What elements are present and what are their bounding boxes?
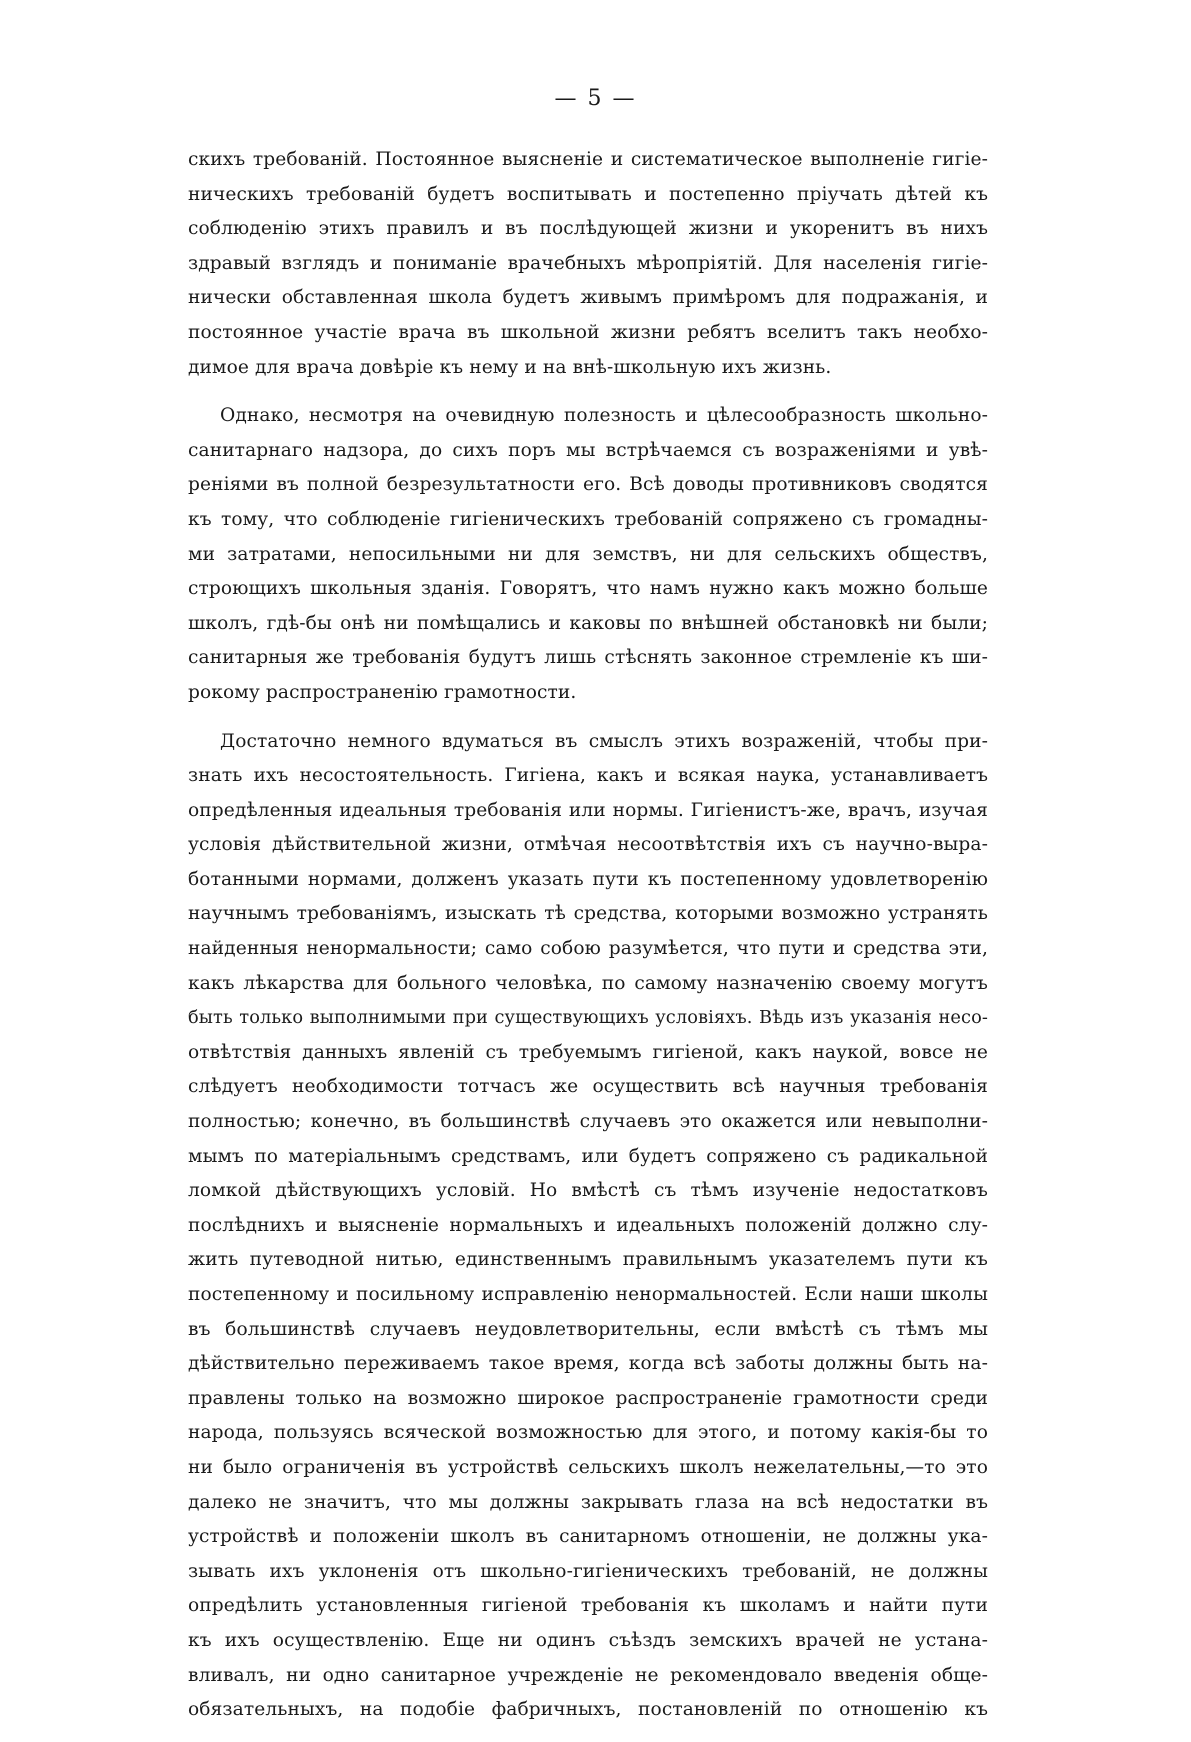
text-line: нически обставленная школа будетъ живымъ примѣромъ для подражанія, и bbox=[188, 287, 988, 309]
text-line: жить путеводной нитью, единственнымъ правильнымъ указателемъ пути къ bbox=[188, 1249, 988, 1271]
text-line: мымъ по матеріальнымъ средствамъ, или будетъ сопряжено съ радикальной bbox=[188, 1145, 988, 1167]
text-line: найденныя ненормальности; само собою разумѣется, что пути и средства эти, bbox=[188, 938, 988, 960]
text-line: полностью; конечно, въ большинствѣ случаевъ это окажется или невыполни- bbox=[188, 1111, 988, 1133]
text-line: зывать ихъ уклоненія отъ школьно-гигіеническихъ требованій, не должны bbox=[188, 1560, 988, 1582]
text-line: далеко не значитъ, что мы должны закрывать глаза на всѣ недостатки въ bbox=[188, 1491, 988, 1513]
text-line: вливалъ, ни одно санитарное учрежденіе не рекомендовало введенія обще- bbox=[188, 1664, 988, 1686]
text-line: народа, пользуясь всяческой возможностью для этого, и потому какія-бы то bbox=[188, 1422, 988, 1444]
text-line: дѣйствительно переживаемъ такое время, когда всѣ заботы должны быть на- bbox=[188, 1353, 988, 1375]
text-line: ническихъ требованій будетъ воспитывать и постепенно пріучать дѣтей къ bbox=[188, 183, 988, 205]
text-line: школъ, гдѣ-бы онѣ ни помѣщались и каковы по внѣшней обстановкѣ ни были; bbox=[188, 612, 988, 634]
text-line: опредѣлить установленныя гигіеной требованія къ школамъ и найти пути bbox=[188, 1595, 988, 1617]
text-line: ми затратами, непосильными ни для земствъ, ни для сельскихъ обществъ, bbox=[188, 543, 988, 565]
text-line: строющихъ школьныя зданія. Говорятъ, что намъ нужно какъ можно больше bbox=[188, 578, 988, 600]
text-line: рокому распространенію грамотности. bbox=[188, 681, 577, 703]
text-line: въ большинствѣ случаевъ неудовлетворительны, если вмѣстѣ съ тѣмъ мы bbox=[188, 1318, 988, 1340]
text-line: какъ лѣкарства для больного человѣка, по самому назначенію своему могутъ bbox=[188, 972, 988, 994]
text-line: условія дѣйствительной жизни, отмѣчая несоотвѣтствія ихъ съ научно-выра- bbox=[188, 834, 988, 856]
text-line: санитарныя же требованія будутъ лишь стѣснять законное стремленіе къ ши- bbox=[188, 647, 988, 669]
page-number: — 5 — bbox=[554, 86, 637, 111]
text-line: къ ихъ осуществленію. Еще ни одинъ съѣздъ земскихъ врачей не устана- bbox=[188, 1629, 988, 1651]
paragraph-2 bbox=[188, 399, 988, 710]
text-line: соблюденію этихъ правилъ и въ послѣдующей жизни и укоренитъ въ нихъ bbox=[188, 218, 988, 240]
text-line: научнымъ требованіямъ, изыскать тѣ средства, которыми возможно устранять bbox=[188, 903, 988, 925]
text-line: обязательныхъ, на подобіе фабричныхъ, постановленій по отношенію къ bbox=[188, 1699, 988, 1721]
text-line: постоянное участіе врача въ школьной жизни ребятъ вселитъ такъ необхо- bbox=[188, 321, 988, 343]
paragraph-3 bbox=[188, 725, 988, 1728]
text-line: димое для врача довѣріе къ нему и на внѣ-школьную ихъ жизнь. bbox=[188, 356, 832, 378]
text-line: скихъ требованій. Постоянное выясненіе и систематическое выполненіе гигіе- bbox=[188, 149, 988, 170]
text-line: отвѣтствія данныхъ явленій съ требуемымъ гигіеной, какъ наукой, вовсе не bbox=[188, 1041, 988, 1063]
text-line: слѣдуетъ необходимости тотчасъ же осуществить всѣ научныя требованія bbox=[188, 1076, 988, 1098]
text-line: ни было ограниченія въ устройствѣ сельскихъ школъ нежелательны,—то это bbox=[188, 1456, 988, 1478]
text-line: здравый взглядъ и пониманіе врачебныхъ мѣропріятій. Для населенія гигіе- bbox=[188, 252, 988, 274]
text-line: санитарнаго надзора, до сихъ поръ мы встрѣчаемся съ возраженіями и увѣ- bbox=[188, 439, 988, 461]
text-line: реніями въ полной безрезультатности его. Всѣ доводы противниковъ сводятся bbox=[188, 474, 988, 496]
text-line: постепенному и посильному исправленію ненормальностей. Если наши школы bbox=[188, 1284, 988, 1305]
text-line: къ тому, что соблюденіе гигіеническихъ требованій сопряжено съ громадны- bbox=[188, 508, 988, 530]
paragraph-1 bbox=[188, 143, 988, 385]
text-line: Достаточно немного вдуматься въ смыслъ этихъ возраженій, чтобы при- bbox=[220, 730, 988, 752]
text-line: послѣднихъ и выясненіе нормальныхъ и идеальныхъ положеній должно слу- bbox=[188, 1214, 988, 1236]
body-text bbox=[188, 143, 988, 1742]
text-line: знать ихъ несостоятельность. Гигіена, какъ и всякая наука, устанавливаетъ bbox=[188, 765, 988, 787]
text-line: опредѣленныя идеальныя требованія или нормы. Гигіенистъ-же, врачъ, изучая bbox=[188, 799, 988, 821]
text-line: быть только выполнимыми при существующихъ условіяхъ. Вѣдь изъ указанія несо- bbox=[188, 1007, 988, 1029]
text-line: Однако, несмотря на очевидную полезность и цѣлесообразность школьно- bbox=[220, 405, 988, 427]
text-line: ломкой дѣйствующихъ условій. Но вмѣстѣ съ тѣмъ изученіе недостатковъ bbox=[188, 1180, 988, 1202]
text-line: правлены только на возможно широкое распространеніе грамотности среди bbox=[188, 1387, 988, 1409]
text-line: ботанными нормами, долженъ указать пути къ постепенному удовлетворенію bbox=[188, 868, 988, 890]
text-line: устройствѣ и положеніи школъ въ санитарномъ отношеніи, не должны ука- bbox=[188, 1526, 988, 1548]
